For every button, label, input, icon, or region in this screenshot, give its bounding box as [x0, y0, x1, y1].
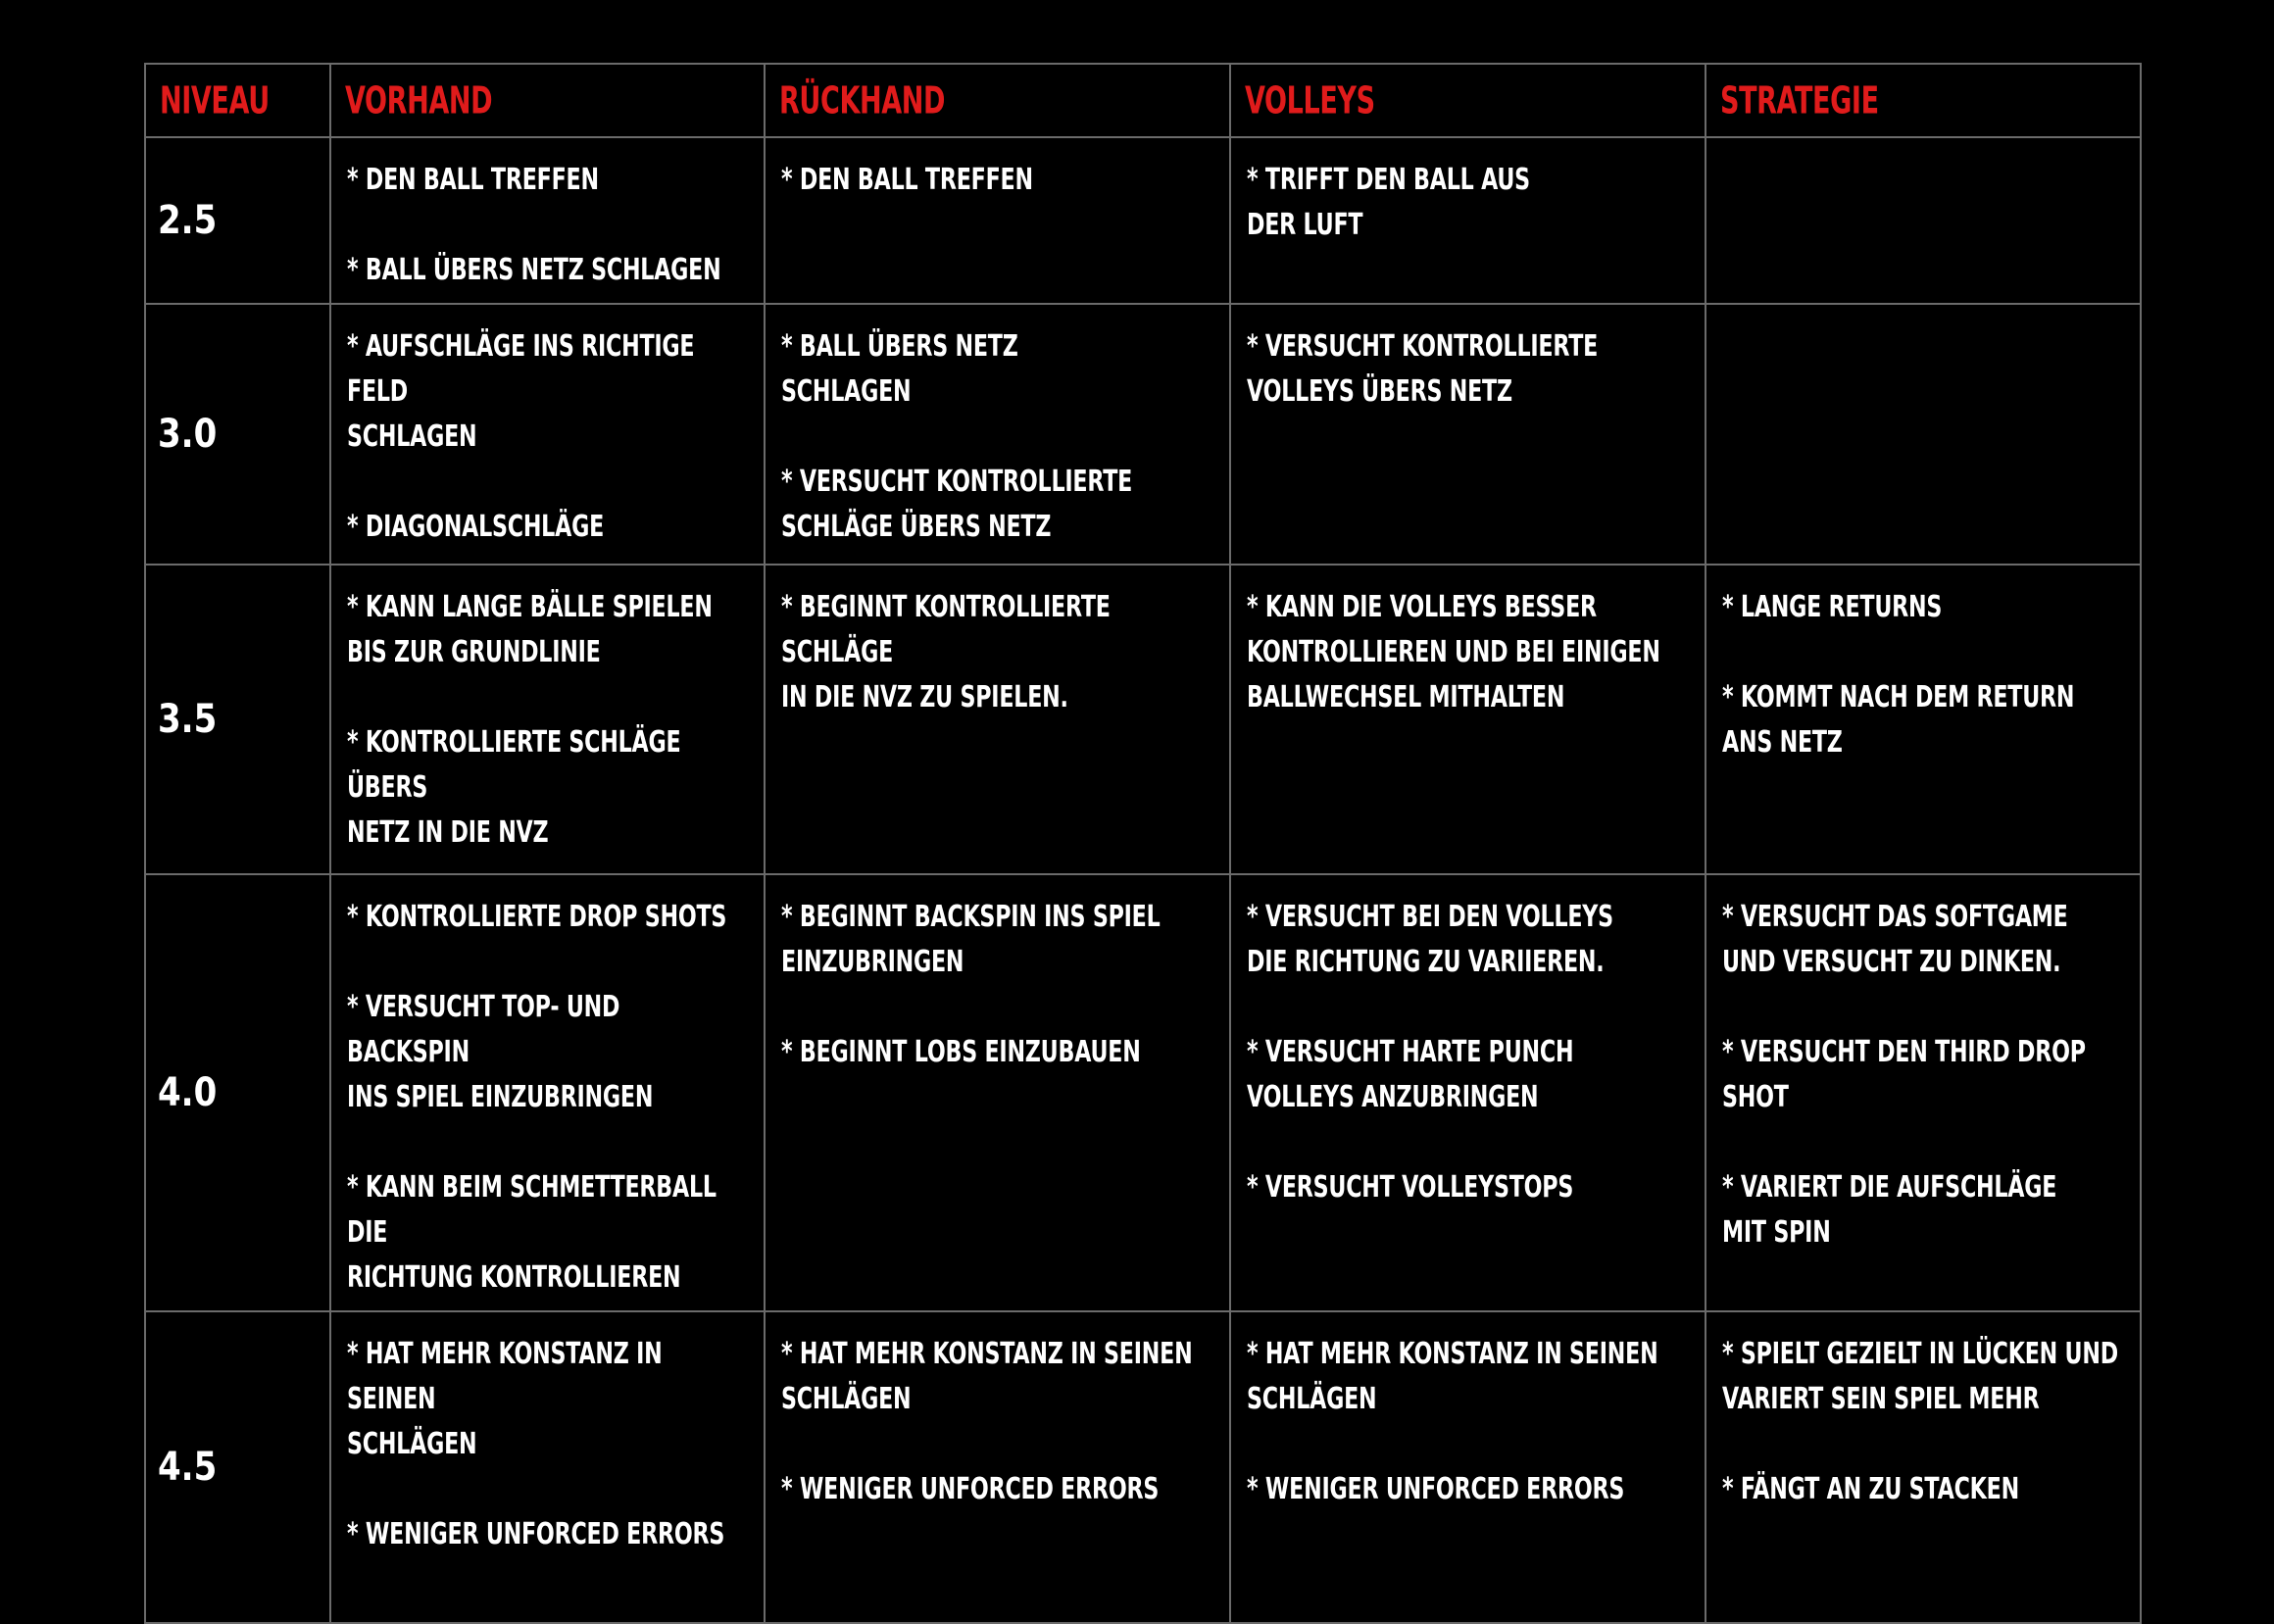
level-cell — [145, 874, 330, 1311]
level-value: 2.5 — [158, 198, 218, 243]
table-row — [145, 304, 2141, 565]
backhand-cell — [765, 137, 1230, 304]
strategy-cell — [1706, 137, 2141, 304]
backhand-cell — [765, 1311, 1230, 1623]
strategy-cell — [1706, 874, 2141, 1311]
backhand-cell — [765, 304, 1230, 565]
level-value: 3.5 — [158, 697, 218, 742]
volleys-cell — [1230, 304, 1706, 565]
forehand-cell — [330, 304, 765, 565]
skill-item: * KANN LANGE BÄLLE SPIELEN BIS ZUR GRUNDLINIE — [347, 590, 713, 669]
skill-item: * KANN DIE VOLLEYS BESSER KONTROLLIEREN UND BEI EINIGEN BALLWECHSEL MITHALTEN — [1247, 590, 1660, 714]
table-row — [145, 137, 2141, 304]
skill-item: * VERSUCHT TOP- UND BACKSPIN INS SPIEL EINZUBRINGEN — [347, 990, 654, 1114]
header-volleys-label: VOLLEYS — [1245, 78, 1375, 123]
skill-item: * BEGINNT BACKSPIN INS SPIEL EINZUBRINGEN — [781, 900, 1161, 979]
skill-item: * BEGINNT LOBS EINZUBAUEN — [781, 1035, 1141, 1069]
level-cell — [145, 565, 330, 874]
skill-item: * VARIERT DIE AUFSCHLÄGE MIT SPIN — [1722, 1170, 2057, 1250]
skill-item: * VERSUCHT BEI DEN VOLLEYS DIE RICHTUNG ZU VARIIEREN. — [1247, 900, 1613, 979]
skill-item: * VERSUCHT DEN THIRD DROP SHOT — [1722, 1035, 2086, 1114]
header-strategy-label: STRATEGIE — [1720, 78, 1879, 123]
strategy-cell — [1706, 1311, 2141, 1623]
forehand-cell — [330, 137, 765, 304]
skill-item: * FÄNGT AN ZU STACKEN — [1722, 1472, 2019, 1506]
backhand-cell — [765, 565, 1230, 874]
level-value: 4.5 — [158, 1445, 218, 1490]
skill-item: * VERSUCHT KONTROLLIERTE VOLLEYS ÜBERS NETZ — [1247, 329, 1599, 409]
skill-item: * WENIGER UNFORCED ERRORS — [1247, 1472, 1625, 1506]
skill-item: * HAT MEHR KONSTANZ IN SEINEN SCHLÄGEN — [347, 1337, 663, 1461]
level-value: 3.0 — [158, 412, 218, 457]
header-backhand-label: RÜCKHAND — [779, 78, 946, 123]
skill-item: * VERSUCHT DAS SOFTGAME UND VERSUCHT ZU DINKEN. — [1722, 900, 2068, 979]
header-forehand-label: VORHAND — [345, 78, 493, 123]
level-cell — [145, 304, 330, 565]
skill-item: * SPIELT GEZIELT IN LÜCKEN UND VARIERT SEIN SPIEL MEHR — [1722, 1337, 2118, 1416]
table-row — [145, 1311, 2141, 1623]
skill-item: * DIAGONALSCHLÄGE — [347, 510, 605, 544]
skill-item: * DEN BALL TREFFEN — [347, 163, 599, 197]
strategy-cell — [1706, 565, 2141, 874]
header-backhand — [765, 58, 1230, 142]
skill-item: * TRIFFT DEN BALL AUS DER LUFT — [1247, 163, 1530, 242]
table-row — [145, 874, 2141, 1311]
skill-item: * BALL ÜBERS NETZ SCHLAGEN — [347, 253, 721, 287]
table-header-row — [145, 64, 2141, 137]
skill-level-table — [144, 63, 2142, 1624]
forehand-cell — [330, 874, 765, 1311]
skill-item: * HAT MEHR KONSTANZ IN SEINEN SCHLÄGEN — [1247, 1337, 1658, 1416]
level-cell — [145, 1311, 330, 1623]
strategy-cell — [1706, 304, 2141, 565]
header-level-label: NIVEAU — [160, 78, 270, 123]
volleys-cell — [1230, 1311, 1706, 1623]
header-forehand — [330, 58, 765, 142]
skill-item: * VERSUCHT KONTROLLIERTE SCHLÄGE ÜBERS NETZ — [781, 465, 1133, 544]
skill-item: * WENIGER UNFORCED ERRORS — [347, 1517, 725, 1551]
skill-item: * HAT MEHR KONSTANZ IN SEINEN SCHLÄGEN — [781, 1337, 1193, 1416]
level-value: 4.0 — [158, 1070, 218, 1115]
backhand-cell — [765, 874, 1230, 1311]
skill-item: * BEGINNT KONTROLLIERTE SCHLÄGE IN DIE NVZ ZU SPIELEN. — [781, 590, 1111, 714]
level-cell — [145, 137, 330, 304]
skill-item: * KONTROLLIERTE DROP SHOTS — [347, 900, 727, 934]
forehand-cell — [330, 565, 765, 874]
skill-item: * KOMMT NACH DEM RETURN ANS NETZ — [1722, 680, 2075, 760]
header-strategy — [1706, 58, 2141, 142]
header-level — [145, 58, 330, 142]
header-volleys — [1230, 58, 1706, 142]
forehand-cell — [330, 1311, 765, 1623]
skill-item: * BALL ÜBERS NETZ SCHLAGEN — [781, 329, 1018, 409]
skill-item: * AUFSCHLÄGE INS RICHTIGE FELD SCHLAGEN — [347, 329, 695, 454]
skill-item: * VERSUCHT VOLLEYSTOPS — [1247, 1170, 1574, 1205]
skill-item: * VERSUCHT HARTE PUNCH VOLLEYS ANZUBRINGEN — [1247, 1035, 1574, 1114]
skill-item: * LANGE RETURNS — [1722, 590, 1943, 624]
skill-item: * DEN BALL TREFFEN — [781, 163, 1033, 197]
skill-item: * KANN BEIM SCHMETTERBALL DIE RICHTUNG KONTROLLIEREN — [347, 1170, 717, 1295]
volleys-cell — [1230, 565, 1706, 874]
table-row — [145, 565, 2141, 874]
volleys-cell — [1230, 137, 1706, 304]
volleys-cell — [1230, 874, 1706, 1311]
skill-item: * KONTROLLIERTE SCHLÄGE ÜBERS NETZ IN DIE NVZ — [347, 725, 681, 850]
skill-item: * WENIGER UNFORCED ERRORS — [781, 1472, 1160, 1506]
